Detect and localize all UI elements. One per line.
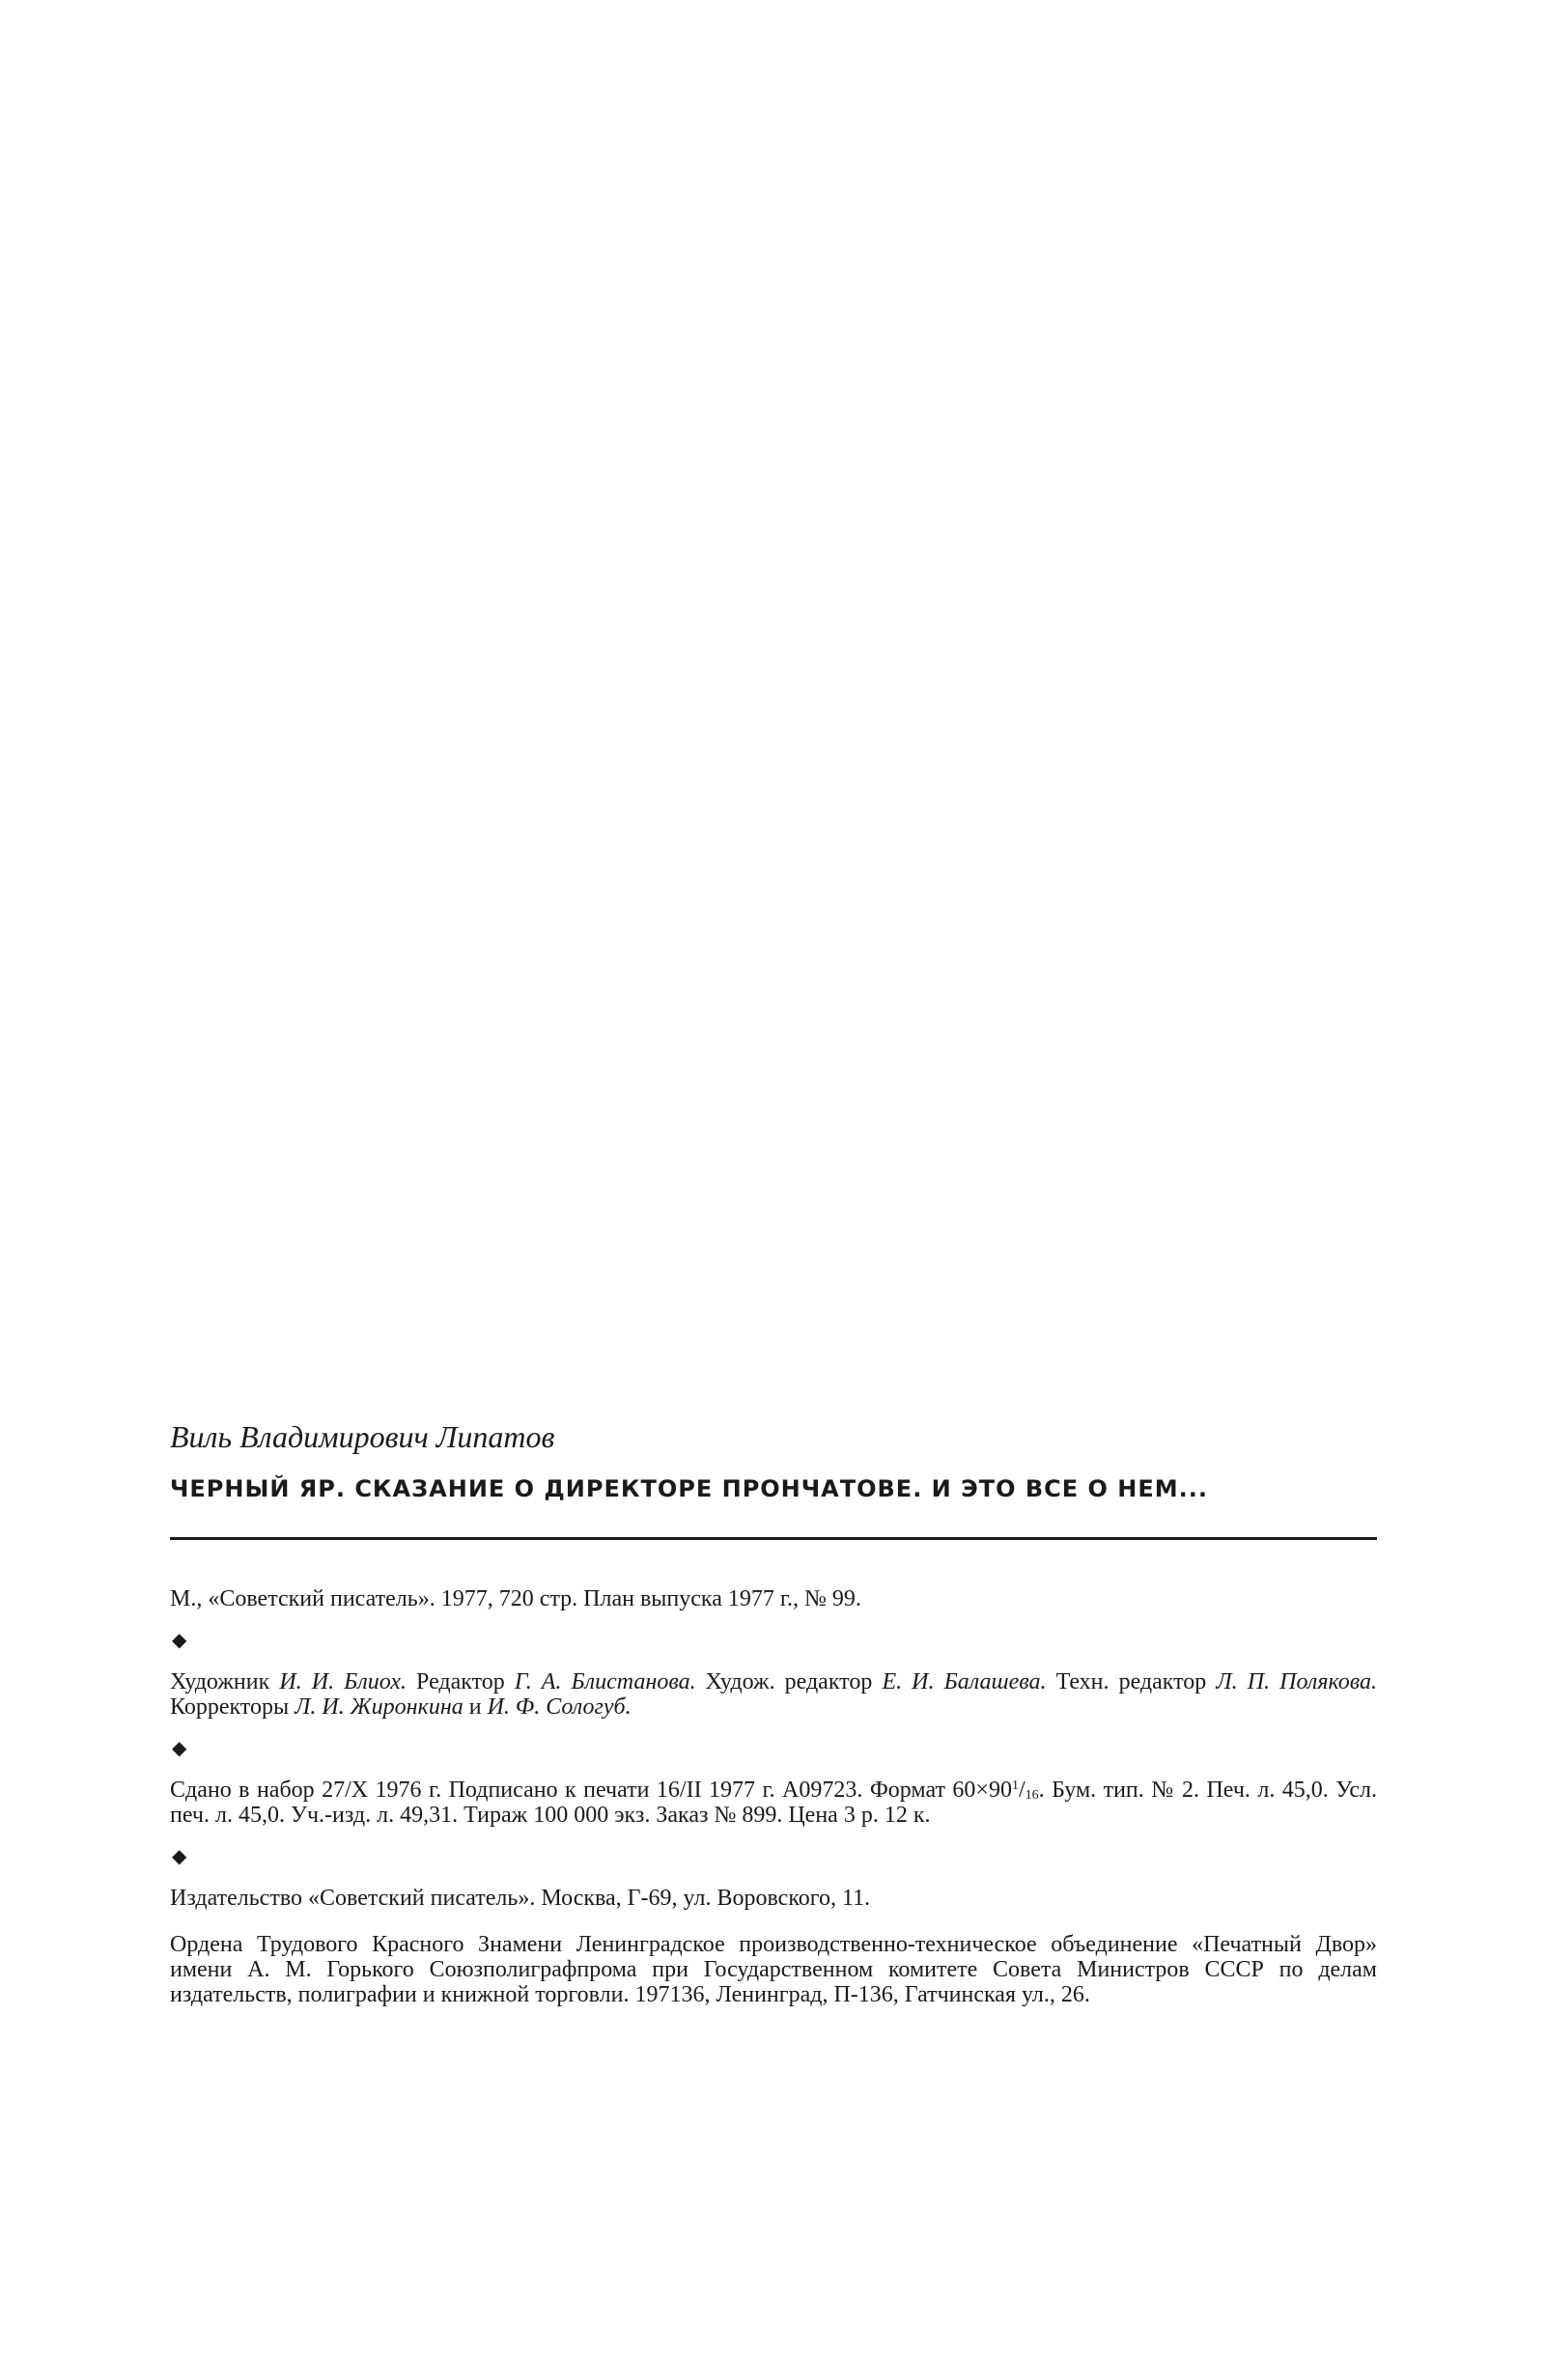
artist-label: Художник xyxy=(170,1669,270,1694)
imprint-line: М., «Советский писатель». 1977, 720 стр. План выпуска 1977 г., № 99. xyxy=(170,1586,861,1611)
format-denominator: 16 xyxy=(1025,1788,1039,1803)
credits-conjunction: и xyxy=(468,1694,482,1720)
editor-name: Г. А. Блистанова. xyxy=(514,1669,696,1694)
production-text-start: Сдано в набор 27/X 1976 г. Подписано к печати 16/II 1977 г. А09723. Формат 60×90 xyxy=(170,1778,1012,1803)
publisher-line: Издательство «Советский писатель». Москва, Г-69, ул. Воровского, 11. xyxy=(170,1886,871,1911)
artist-name: И. И. Блиох. xyxy=(279,1669,407,1694)
format-slash: / xyxy=(1018,1778,1025,1803)
diamond-separator-icon: ◆ xyxy=(172,1628,187,1651)
art-editor-label: Худож. редактор xyxy=(705,1669,873,1694)
author-name: Виль Владимирович Липатов xyxy=(170,1419,555,1454)
book-title: ЧЕРНЫЙ ЯР. СКАЗАНИЕ О ДИРЕКТОРЕ ПРОНЧАТОВЕ. И ЭТО ВСЕ О НЕМ... xyxy=(170,1475,1208,1502)
tech-editor-label: Техн. редактор xyxy=(1055,1669,1207,1694)
editor-label: Редактор xyxy=(416,1669,505,1694)
credits-paragraph xyxy=(170,1669,1377,1720)
diamond-separator-icon: ◆ xyxy=(172,1736,187,1759)
art-editor-name: Е. И. Балашева. xyxy=(882,1669,1047,1694)
colophon xyxy=(170,1417,1377,2007)
printer-paragraph: Ордена Трудового Красного Знамени Ленинградское производственно-техническое объединение «Печатный Двор» имени А. М. Горького Союзполиграфпрома при Государственном комитете Совета Министров СССР по делам издательств, полиграфии и книжной торговли. 197136, Ленинград, П-136, Гатчинская ул., 26. xyxy=(170,1932,1377,2007)
proofreaders-label: Корректоры xyxy=(170,1694,290,1720)
tech-editor-name: Л. П. Полякова. xyxy=(1216,1669,1378,1694)
production-paragraph xyxy=(170,1778,1377,1828)
production-text-end: . Бум. тип. № 2. Печ. л. 45,0. Усл. печ. л. 45,0. Уч.-изд. л. 49,31. Тираж 100 000 экз. Заказ № 899. Цена 3 р. 12 к. xyxy=(170,1778,1377,1828)
proofreader-1-name: Л. И. Жиронкина xyxy=(295,1694,464,1720)
diamond-separator-icon: ◆ xyxy=(172,1844,187,1867)
proofreader-2-name: И. Ф. Сологуб. xyxy=(487,1694,632,1720)
horizontal-rule xyxy=(170,1537,1377,1540)
format-numerator: 1 xyxy=(1011,1778,1019,1793)
